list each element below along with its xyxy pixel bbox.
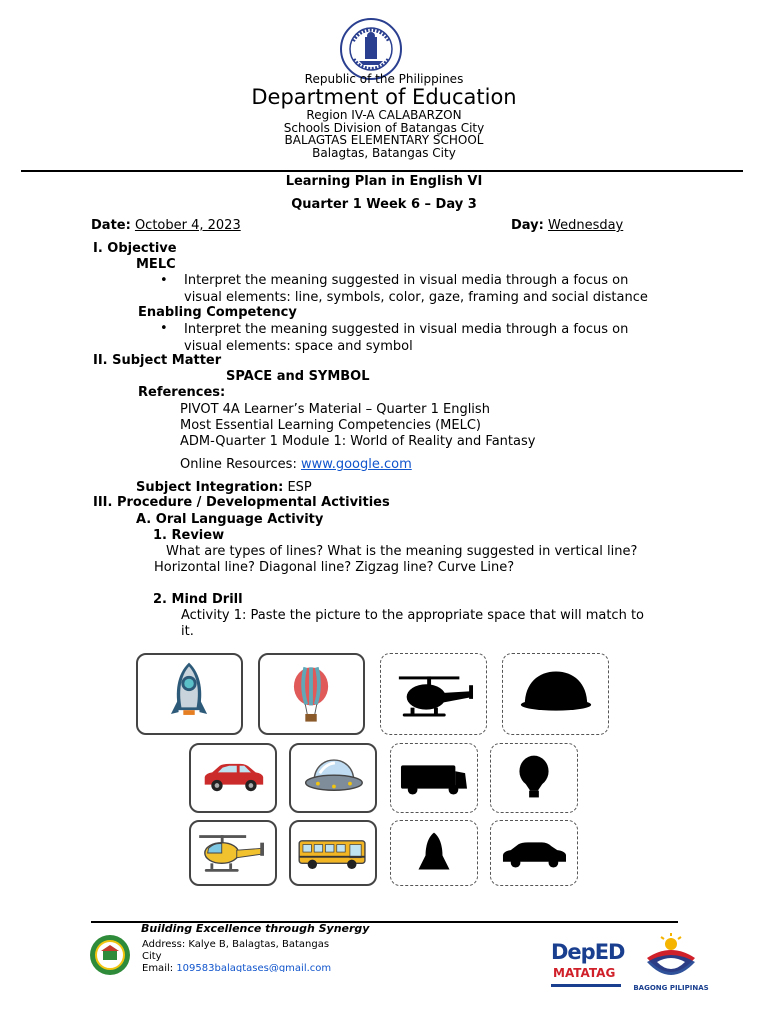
melc-bullet: • xyxy=(160,273,168,288)
silhouette-card-car[interactable] xyxy=(490,820,578,886)
review-label: 1. Review xyxy=(153,528,225,543)
online-label: Online Resources: xyxy=(180,457,297,472)
header-divider xyxy=(21,170,743,172)
matatag-text: MATATAG xyxy=(553,966,616,980)
objective-heading: I. Objective xyxy=(93,241,177,256)
date-row xyxy=(91,218,241,233)
integration-value: ESP xyxy=(287,480,312,495)
address-line-2: City xyxy=(142,951,162,962)
school-name: BALAGTAS ELEMENTARY SCHOOL xyxy=(284,133,484,147)
activity-instructions xyxy=(181,608,644,640)
subject-heading: II. Subject Matter xyxy=(93,353,222,368)
bagong-pilipinas-icon xyxy=(633,932,709,984)
car-silhouette-icon xyxy=(491,821,577,885)
picture-card-rocket[interactable] xyxy=(136,653,243,735)
picture-card-hot-air-balloon[interactable] xyxy=(258,653,365,735)
melc-line-1: Interpret the meaning suggested in visual media through a focus on xyxy=(184,273,629,288)
rocket-silhouette-icon xyxy=(391,821,477,885)
references-list xyxy=(180,402,535,450)
picture-card-helicopter[interactable] xyxy=(189,820,277,886)
enabling-line-2: visual elements: space and symbol xyxy=(184,339,413,354)
matatag-underline xyxy=(551,984,621,987)
date-label: Date: xyxy=(91,218,131,233)
online-resources xyxy=(180,457,412,472)
review-line-2: Horizontal line? Diagonal line? Zigzag line? Curve Line? xyxy=(154,560,515,575)
silhouette-card-balloon[interactable] xyxy=(490,743,578,813)
division-text: Schools Division of Batangas City xyxy=(283,121,485,135)
email-label: Email: xyxy=(142,963,174,972)
silhouette-card-flying-saucer[interactable] xyxy=(502,653,609,735)
online-resource-link[interactable]: www.google.com xyxy=(300,457,412,472)
hot-air-balloon-icon xyxy=(260,655,363,733)
school-bus-icon xyxy=(291,822,375,884)
integration-row xyxy=(136,480,312,495)
deped-logo-text: DepED xyxy=(551,940,625,964)
enabling-bullet: • xyxy=(160,321,168,336)
helicopter-icon xyxy=(191,822,275,884)
procedure-heading: III. Procedure / Developmental Activities xyxy=(93,495,390,510)
school-address: Balagtas, Batangas City xyxy=(312,146,456,160)
address-line-1: Address: Kalye B, Balagtas, Batangas xyxy=(142,939,330,950)
melc-text xyxy=(184,273,648,306)
subject-topic: SPACE and SYMBOL xyxy=(226,369,370,384)
day-row xyxy=(511,218,623,233)
silhouette-card-helicopter[interactable] xyxy=(380,653,487,735)
melc-line-2: visual elements: line, symbols, color, gaze, framing and social distance xyxy=(184,289,648,305)
section-a-heading: A. Oral Language Activity xyxy=(136,512,324,527)
picture-card-school-bus[interactable] xyxy=(289,820,377,886)
activity-line-1: Activity 1: Paste the picture to the appropriate space that will match to xyxy=(181,608,644,623)
car-icon xyxy=(191,745,275,811)
bagong-pilipinas-text: BAGONG PILIPINAS xyxy=(633,984,709,992)
references-label: References: xyxy=(138,385,226,400)
enabling-label: Enabling Competency xyxy=(138,305,297,320)
department-title: Department of Education xyxy=(251,85,517,109)
review-line-1: What are types of lines? What is the meaning suggested in vertical line? xyxy=(166,544,638,559)
school-seal xyxy=(89,934,131,976)
deped-matatag-logo xyxy=(551,938,623,996)
reference-item: ADM-Quarter 1 Module 1: World of Reality and Fantasy xyxy=(180,434,536,449)
flying-saucer-icon xyxy=(291,745,375,811)
plan-subtitle: Quarter 1 Week 6 – Day 3 xyxy=(291,197,477,212)
email-row xyxy=(142,963,331,972)
reference-item: Most Essential Learning Competencies (MELC) xyxy=(180,418,481,433)
day-label: Day: xyxy=(511,218,544,233)
picture-card-car[interactable] xyxy=(189,743,277,813)
flying-saucer-silhouette-icon xyxy=(503,654,608,734)
integration-label: Subject Integration: xyxy=(136,480,284,495)
helicopter-silhouette-icon xyxy=(381,654,486,734)
footer-address xyxy=(142,939,331,972)
rocket-icon xyxy=(138,655,241,733)
picture-card-flying-saucer[interactable] xyxy=(289,743,377,813)
enabling-line-1: Interpret the meaning suggested in visual media through a focus on xyxy=(184,322,629,337)
drill-label: 2. Mind Drill xyxy=(153,592,243,607)
region-text: Region IV-A CALABARZON xyxy=(306,108,462,122)
reference-item: PIVOT 4A Learner’s Material – Quarter 1 English xyxy=(180,402,490,417)
date-value: October 4, 2023 xyxy=(134,218,241,233)
republic-text: Republic of the Philippines xyxy=(304,72,464,86)
bus-silhouette-icon xyxy=(391,744,477,812)
melc-label: MELC xyxy=(136,257,176,272)
school-motto: Building Excellence through Synergy xyxy=(141,922,370,935)
activity-line-2: it. xyxy=(181,624,194,639)
bagong-pilipinas-logo xyxy=(633,932,709,996)
silhouette-card-bus[interactable] xyxy=(390,743,478,813)
school-seal-icon xyxy=(89,934,131,976)
silhouette-card-rocket[interactable] xyxy=(390,820,478,886)
day-value: Wednesday xyxy=(547,218,624,233)
email-link[interactable]: 109583balagtases@gmail.com xyxy=(176,963,332,972)
enabling-text xyxy=(184,321,628,355)
balloon-silhouette-icon xyxy=(491,744,577,812)
plan-title: Learning Plan in English VI xyxy=(285,174,483,189)
